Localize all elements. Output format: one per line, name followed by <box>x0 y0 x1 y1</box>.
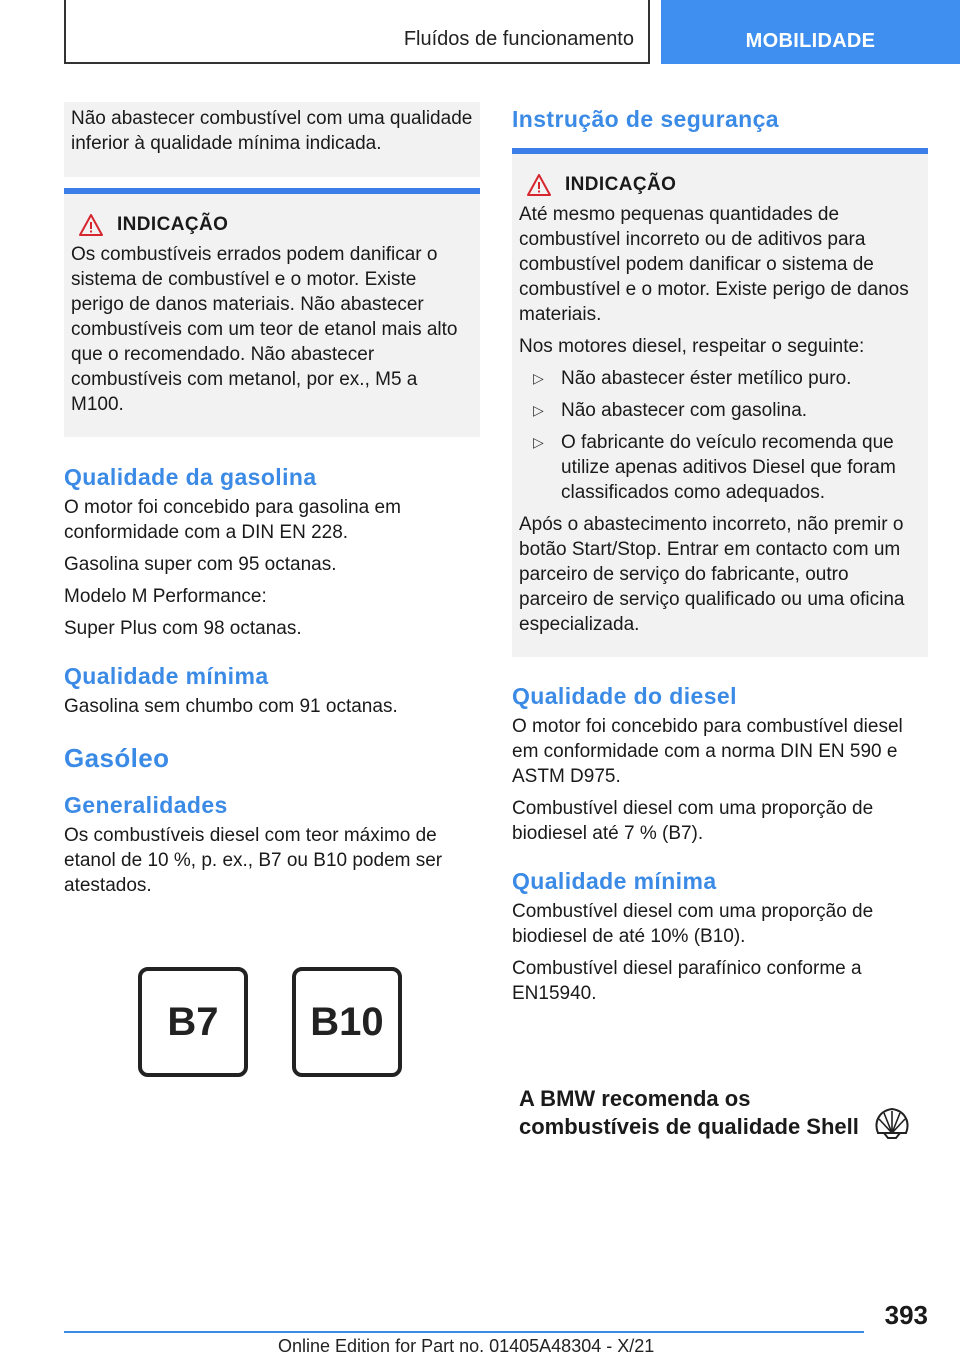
diesel-main-heading: Gasóleo <box>64 743 170 773</box>
diesel-engines-intro: Nos motores diesel, respeitar o seguinte: <box>519 336 865 357</box>
gasoline-paragraph-4: Super Plus com 98 octanas. <box>64 618 302 639</box>
footer-divider <box>64 1331 864 1333</box>
minimum-quality-paragraph: Gasolina sem chumbo com 91 octanas. <box>64 696 398 717</box>
diesel-warning-box <box>512 148 928 657</box>
b7-fuel-label-badge: B7 <box>138 967 248 1077</box>
b10-fuel-label-badge: B10 <box>292 967 402 1077</box>
gasoline-paragraph-2: Gasolina super com 95 octanas. <box>64 554 337 575</box>
safety-instruction-heading: Instrução de segurança <box>512 106 779 132</box>
warning-triangle-icon <box>527 174 551 196</box>
general-heading: Generalidades <box>64 792 228 818</box>
left-column <box>64 102 480 898</box>
footer-edition-text: Online Edition for Part no. 01405A48304 - X/21 <box>278 1336 655 1356</box>
shell-recommendation: A BMW recomenda os combustíveis de qualidade Shell <box>519 1086 859 1139</box>
warning-text: Até mesmo pequenas quantidades de combustível incorreto ou de aditivos para combustível podem danificar o sistema de combustível e o motor. Existe perigo de danos materiais. <box>519 204 909 325</box>
warning-label: INDICAÇÃO <box>117 214 229 235</box>
intro-note-text: Não abastecer combustível com uma qualidade inferior à qualidade mínima indicada. <box>71 108 473 154</box>
warning-triangle-icon <box>79 214 103 236</box>
warning-label: INDICAÇÃO <box>565 174 677 195</box>
bullet-triangle-icon: ▷ <box>533 434 544 450</box>
bullet-triangle-icon: ▷ <box>533 370 544 386</box>
diesel-paragraph-1: O motor foi concebido para combustível diesel em conformidade com a norma DIN EN 590 e ASTM D975. <box>512 716 903 787</box>
gasoline-quality-heading: Qualidade da gasolina <box>64 464 317 490</box>
page-number: 393 <box>884 1300 928 1330</box>
right-column <box>512 102 928 1006</box>
minimum-quality-paragraph-2: Combustível diesel parafínico conforme a EN15940. <box>512 958 862 1004</box>
list-item: ▷ Não abastecer éster metílico puro. <box>533 368 852 389</box>
warning-text: Os combustíveis errados podem danificar o sistema de combustível e o motor. Existe perigo de danos materiais. Não abastecer combustíveis com um teor de etanol mais alto que o recomendado. Não abastecer combustíveis com metanol, por ex., M5 a M100. <box>71 244 458 415</box>
fuel-warning-box <box>64 188 480 437</box>
list-item: ▷ O fabricante do veículo recomenda que utilize apenas aditivos Diesel que foram classificados como adequados. <box>533 432 896 503</box>
diesel-paragraph-2: Combustível diesel com uma proporção de biodiesel até 7 % (B7). <box>512 798 874 844</box>
gasoline-paragraph-1: O motor foi concebido para gasolina em conformidade com a DIN EN 228. <box>64 497 401 543</box>
diesel-quality-heading: Qualidade do diesel <box>512 683 737 709</box>
minimum-quality-heading: Qualidade mínima <box>64 663 269 689</box>
minimum-quality-paragraph-1: Combustível diesel com uma proporção de biodiesel de até 10% (B10). <box>512 901 874 947</box>
after-misfuel-paragraph: Após o abastecimento incorreto, não premir o botão Start/Stop. Entrar em contacto com um parceiro de serviço do fabricante, outro parceiro de serviço qualificado ou uma oficina especializada. <box>519 514 905 635</box>
shell-logo-icon <box>872 1105 912 1139</box>
header-section-title: Fluídos de funcionamento <box>403 28 634 50</box>
minimum-quality-heading: Qualidade mínima <box>512 868 717 894</box>
header-chapter-label: MOBILIDADE <box>745 30 876 52</box>
header-chapter-tab[interactable] <box>661 0 960 64</box>
bullet-triangle-icon: ▷ <box>533 402 544 418</box>
list-item: ▷ Não abastecer com gasolina. <box>533 400 808 421</box>
gasoline-paragraph-3: Modelo M Performance: <box>64 586 267 607</box>
general-paragraph: Os combustíveis diesel com teor máximo de etanol de 10 %, p. ex., B7 ou B10 podem ser atestados. <box>64 825 443 896</box>
intro-note-box <box>64 102 480 177</box>
header-section-box <box>64 0 650 64</box>
